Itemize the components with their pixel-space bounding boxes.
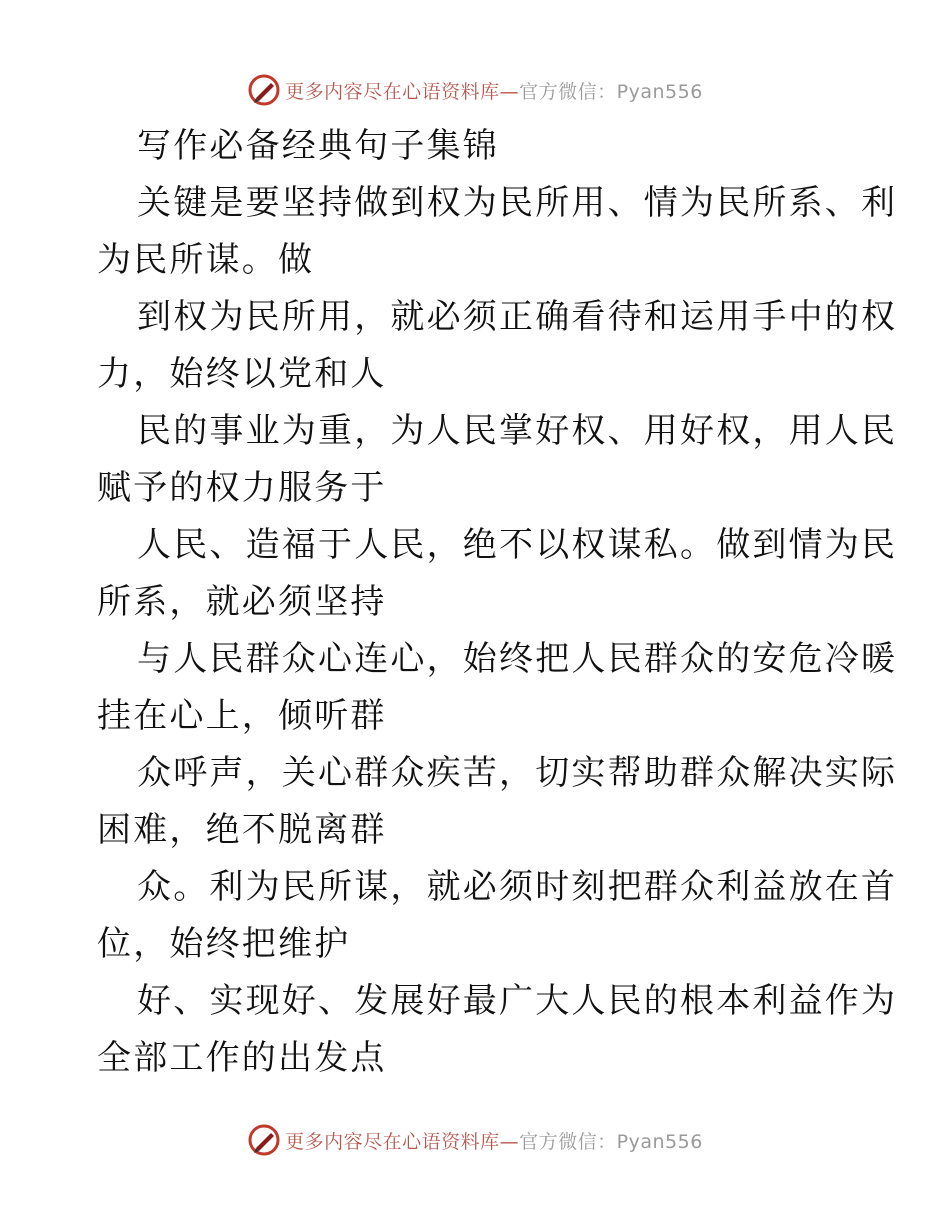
paragraph-line: 好、实现好、发展好最广大人民的根本利益作为 xyxy=(137,981,898,1021)
watermark-dash: — xyxy=(499,80,520,103)
paragraph-line: 众呼声，关心群众疾苦，切实帮助群众解决实际 xyxy=(137,753,898,793)
watermark-contact: 官方微信：Pyan556 xyxy=(519,1130,703,1153)
watermark-contact: 官方微信：Pyan556 xyxy=(519,80,703,103)
pen-logo-icon xyxy=(247,73,281,107)
paragraph-line: 与人民群众心连心，始终把人民群众的安危冷暖 xyxy=(137,639,898,679)
paragraph-line: 关键是要坚持做到权为民所用、情为民所系、利 xyxy=(137,183,898,223)
paragraph-line: 为民所谋。做 xyxy=(97,240,315,280)
paragraph-line: 困难，绝不脱离群 xyxy=(97,810,387,850)
paragraph-line: 所系，就必须坚持 xyxy=(97,582,387,622)
paragraph-line: 民的事业为重，为人民掌好权、用好权，用人民 xyxy=(137,411,898,451)
paragraph-line: 全部工作的出发点 xyxy=(97,1038,387,1078)
paragraph-line: 挂在心上，倾听群 xyxy=(97,696,387,736)
watermark-label: 更多内容尽在心语资料库 xyxy=(285,80,500,103)
header-watermark xyxy=(0,70,950,110)
paragraph-line: 到权为民所用，就必须正确看待和运用手中的权 xyxy=(137,297,898,337)
paragraph-line: 力，始终以党和人 xyxy=(97,354,387,394)
footer-watermark xyxy=(0,1120,950,1160)
paragraph-line: 人民、造福于人民，绝不以权谋私。做到情为民 xyxy=(137,525,898,565)
watermark-label: 更多内容尽在心语资料库 xyxy=(285,1130,500,1153)
paragraph-line: 赋予的权力服务于 xyxy=(97,468,387,508)
pen-logo-icon xyxy=(247,1123,281,1157)
document-body xyxy=(97,118,898,1087)
paragraph-line: 位，始终把维护 xyxy=(97,924,351,964)
watermark-dash: — xyxy=(499,1130,520,1153)
document-title: 写作必备经典句子集锦 xyxy=(137,126,499,166)
paragraph-line: 众。利为民所谋，就必须时刻把群众利益放在首 xyxy=(137,867,898,907)
